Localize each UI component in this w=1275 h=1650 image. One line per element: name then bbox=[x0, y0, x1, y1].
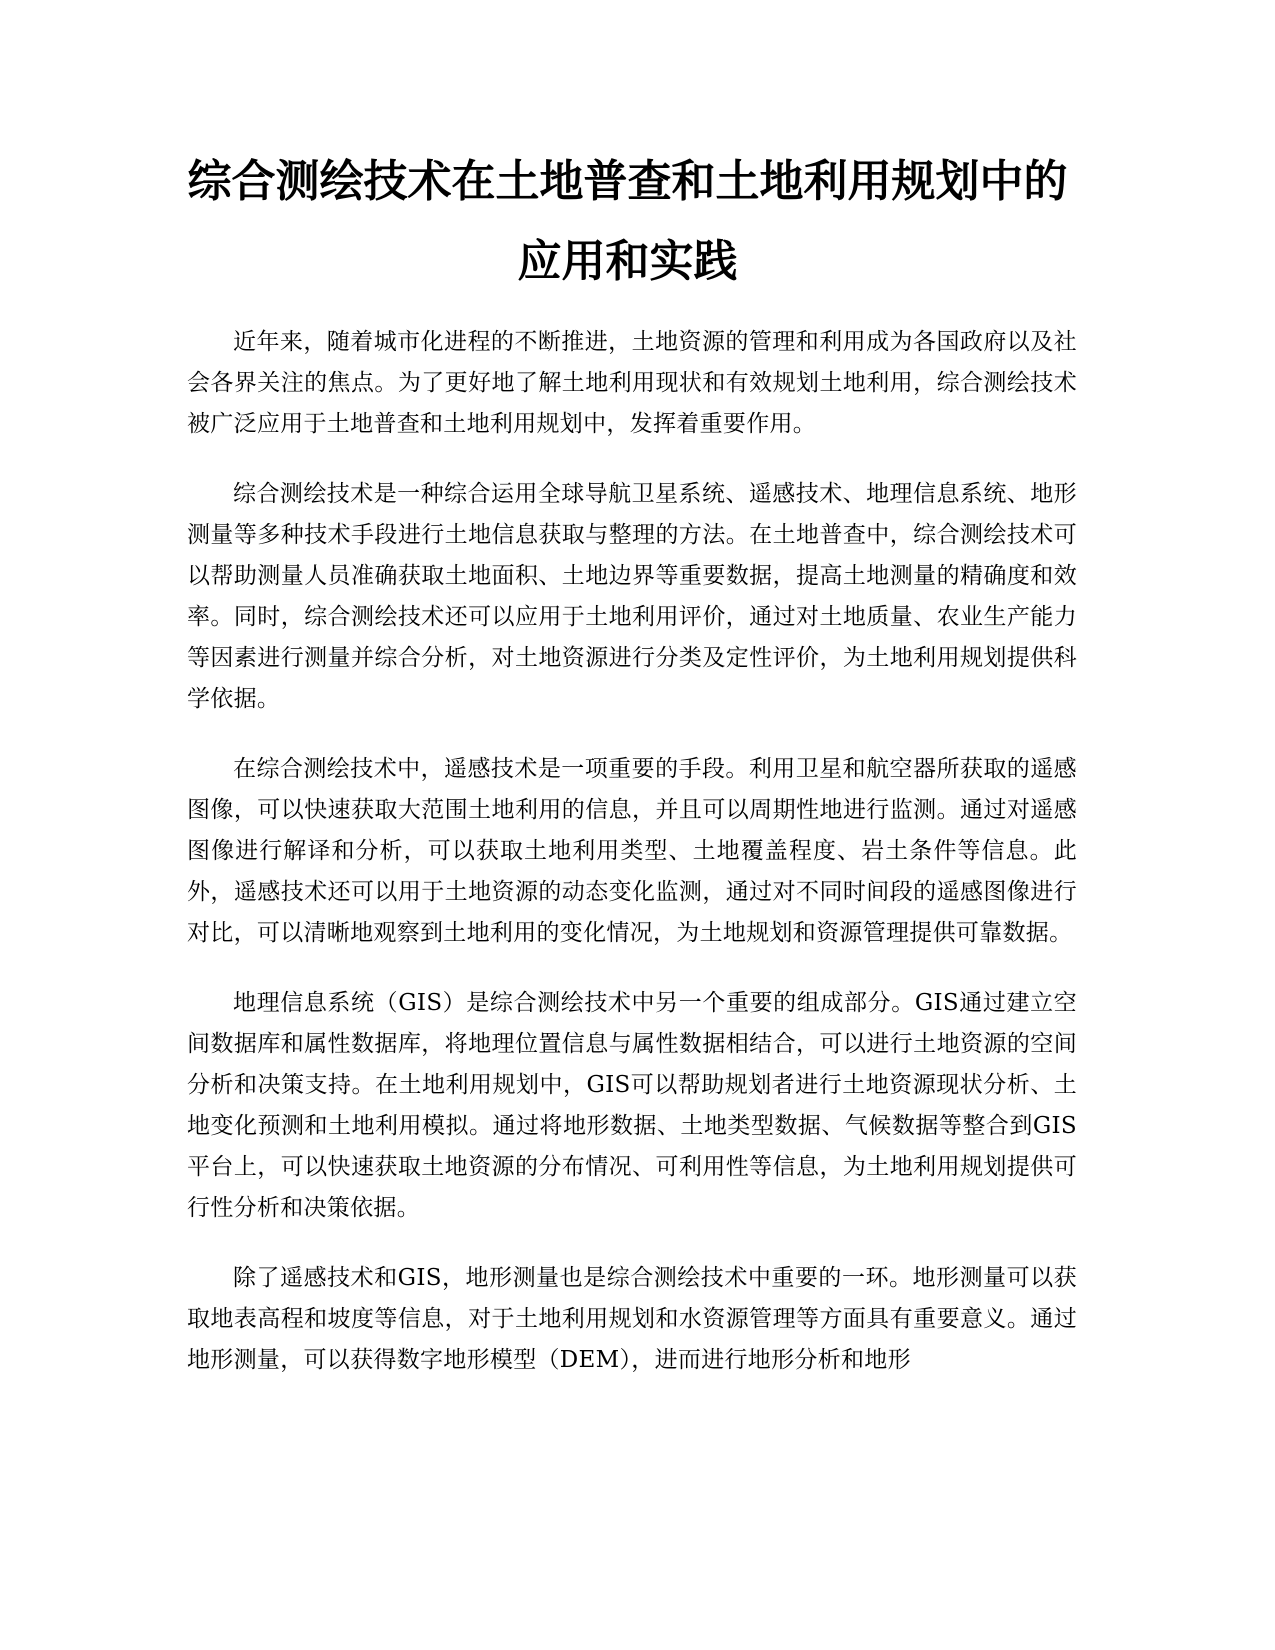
paragraph-topographic-survey: 除了遥感技术和GIS，地形测量也是综合测绘技术中重要的一环。地形测量可以获取地表高程和坡度等信息，对于土地利用规划和水资源管理等方面具有重要意义。通过地形测量，可以获得数字地形模型（DEM），进而进行地形分析和地形 bbox=[187, 1265, 1077, 1373]
paragraph-remote-sensing: 在综合测绘技术中，遥感技术是一项重要的手段。利用卫星和航空器所获取的遥感图像，可以快速获取大范围土地利用的信息，并且可以周期性地进行监测。通过对遥感图像进行解译和分析，可以获取土地利用类型、土地覆盖程度、岩土条件等信息。此外，遥感技术还可以用于土地资源的动态变化监测，通过对不同时间段的遥感图像进行对比，可以清晰地观察到土地利用的变化情况，为土地规划和资源管理提供可靠数据。 bbox=[187, 756, 1077, 946]
paragraph-definition: 综合测绘技术是一种综合运用全球导航卫星系统、遥感技术、地理信息系统、地形测量等多种技术手段进行土地信息获取与整理的方法。在土地普查中，综合测绘技术可以帮助测量人员准确获取土地面积、土地边界等重要数据，提高土地测量的精确度和效率。同时，综合测绘技术还可以应用于土地利用评价，通过对土地质量、农业生产能力等因素进行测量并综合分析，对土地资源进行分类及定性评价，为土地利用规划提供科学依据。 bbox=[187, 481, 1077, 712]
document-body bbox=[187, 322, 1077, 1410]
paragraph-gis: 地理信息系统（GIS）是综合测绘技术中另一个重要的组成部分。GIS通过建立空间数据库和属性数据库，将地理位置信息与属性数据相结合，可以进行土地资源的空间分析和决策支持。在土地利用规划中，GIS可以帮助规划者进行土地资源现状分析、土地变化预测和土地利用模拟。通过将地形数据、土地类型数据、气候数据等整合到GIS平台上，可以快速获取土地资源的分布情况、可利用性等信息，为土地利用规划提供可行性分析和决策依据。 bbox=[187, 990, 1077, 1221]
document-title: 综合测绘技术在土地普查和土地利用规划中的应用和实践 bbox=[187, 156, 1068, 287]
paragraph-intro: 近年来，随着城市化进程的不断推进，土地资源的管理和利用成为各国政府以及社会各界关注的焦点。为了更好地了解土地利用现状和有效规划土地利用，综合测绘技术被广泛应用于土地普查和土地利用规划中，发挥着重要作用。 bbox=[187, 329, 1077, 437]
